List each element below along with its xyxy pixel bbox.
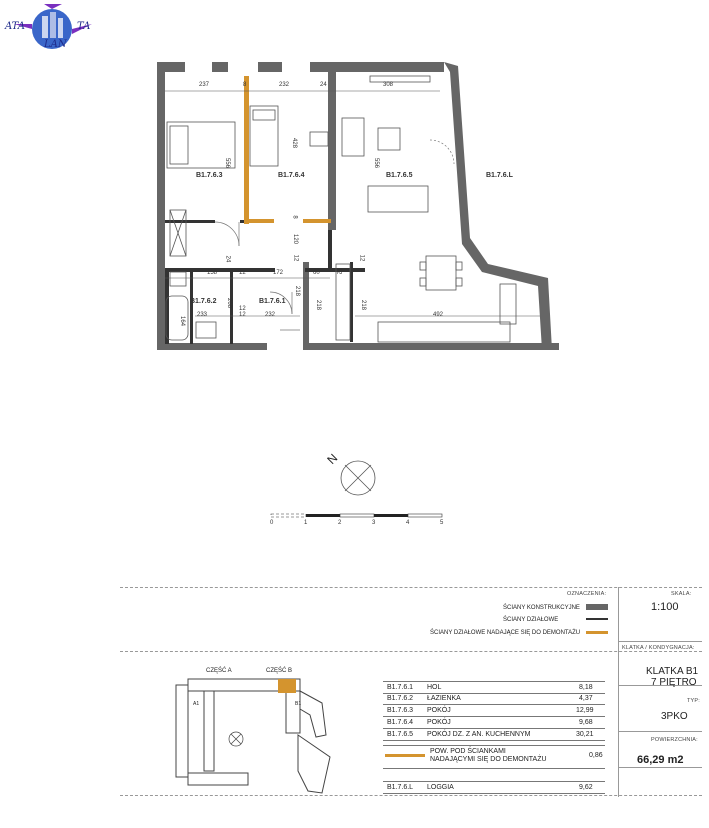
dim-label: 308 [383, 82, 394, 88]
powierzchnia-value: 66,29 m2 [637, 754, 684, 766]
legend-top-rule [120, 587, 702, 588]
dim-label: 172 [273, 270, 284, 276]
row-id: B1.7.6.5 [387, 731, 414, 738]
logo-text-right: TA [77, 21, 91, 32]
room-label: B1.7.6.2 [190, 298, 217, 305]
dim-label: 237 [199, 82, 210, 88]
table-row [383, 729, 605, 741]
dim-label: 120 [292, 233, 299, 245]
legend-swatch-demolition [586, 631, 608, 634]
scale-value: 1:100 [651, 601, 679, 613]
demolition-area: 0,86 [589, 752, 603, 759]
row-area: 4,37 [579, 695, 593, 702]
row-area: 30,21 [576, 731, 594, 738]
row-name: POKÓJ [427, 719, 451, 726]
klatka-line2: 7 PIĘTRO [651, 677, 697, 688]
dim-label: 12 [239, 270, 246, 276]
divider-vertical [618, 587, 619, 797]
dim-label: 12 [358, 254, 365, 262]
dim-label: 60 [313, 270, 320, 276]
dim-label: 164 [179, 315, 186, 327]
dim-label: 24 [224, 255, 231, 263]
demolition-rule [383, 745, 605, 769]
row-area: 8,18 [579, 684, 593, 691]
right-rule-1 [618, 641, 702, 642]
demolition-line1: POW. POD ŚCIANKAMI [430, 748, 506, 755]
scale-tick: 2 [338, 520, 342, 526]
row-id: B1.7.6.3 [387, 707, 414, 714]
scale-tick: 1 [304, 520, 308, 526]
logo-text-left: ATA [5, 21, 26, 32]
partition-walls [165, 220, 365, 344]
legend-item-label: ŚCIANY DZIAŁOWE NADAJĄCE SIĘ DO DEMONTAŻU [430, 630, 581, 636]
row-id: B1.7.6.1 [387, 684, 414, 691]
scale-tick: 3 [372, 520, 376, 526]
structural-walls [157, 62, 559, 350]
dim-label: 8 [291, 215, 298, 219]
row-name: POKÓJ DZ. Z AN. KUCHENNYM [427, 731, 531, 738]
klatka-line1: KLATKA B1 [646, 666, 699, 677]
dim-label: 428 [291, 137, 298, 149]
dim-label: 158 [207, 270, 218, 276]
dim-label: 12 [239, 312, 246, 318]
legend-swatch-structural [586, 604, 608, 610]
dim-label: 218 [315, 299, 322, 311]
demolition-walls [244, 76, 331, 224]
keyplan-part-a: CZĘŚĆ A [206, 668, 232, 674]
legend-swatch-partition [586, 618, 608, 620]
title-block [120, 587, 702, 825]
demolition-line2: NADAJĄCYMI SIĘ DO DEMONTAŻU [430, 756, 547, 763]
keyplan-marker-a1: A1 [193, 701, 200, 707]
dim-label: 232 [279, 82, 290, 88]
table-row [383, 717, 605, 729]
compass-north-label: N [324, 450, 341, 468]
row-name: LOGGIA [427, 784, 454, 791]
scale-tick: 4 [406, 520, 410, 526]
dim-label: 12 [292, 254, 299, 262]
dim-label: 12 [335, 267, 342, 275]
table-row [383, 705, 605, 717]
legend-item-label: ŚCIANY DZIAŁOWE [503, 617, 559, 623]
dim-label: 208 [226, 297, 233, 309]
dim-label: 492 [433, 312, 444, 318]
scale-tick: 0 [270, 520, 274, 526]
right-rule-3 [618, 731, 702, 732]
row-name: ŁAZIENKA [427, 695, 461, 702]
typ-value: 3PKO [661, 711, 688, 722]
dim-label: 232 [265, 312, 276, 318]
row-id: B1.7.6.L [387, 784, 414, 791]
powierzchnia-header: POWIERZCHNIA: [651, 737, 698, 743]
row-area: 9,62 [579, 784, 593, 791]
keyplan-graphic [170, 675, 340, 797]
row-id: B1.7.6.4 [387, 719, 414, 726]
right-rule-4 [618, 767, 702, 768]
compass [341, 461, 375, 495]
typ-header: TYP: [687, 698, 701, 704]
row-area: 9,68 [579, 719, 593, 726]
dim-label: 556 [373, 157, 380, 169]
row-id: B1.7.6.2 [387, 695, 414, 702]
row-area: 12,99 [576, 707, 594, 714]
dim-label: 233 [197, 312, 208, 318]
keyplan-part-b: CZĘŚĆ B [266, 668, 293, 674]
keyplan-marker-b1: B1 [295, 701, 302, 707]
room-label: B1.7.6.3 [196, 172, 223, 179]
dim-label: 8 [243, 82, 247, 88]
room-label: B1.7.6.L [486, 172, 513, 179]
room-label: B1.7.6.4 [278, 172, 305, 179]
dim-label: 12 [239, 306, 246, 312]
divider-horizontal [120, 651, 702, 652]
table-row [383, 693, 605, 705]
room-label: B1.7.6.1 [259, 298, 286, 305]
dim-label: 556 [224, 157, 231, 169]
dim-label: 24 [320, 82, 327, 88]
row-name: POKÓJ [427, 707, 451, 714]
loggia-row [383, 781, 605, 794]
logo-text-bottom: LAN [44, 39, 67, 50]
scale-header: SKALA: [671, 591, 692, 597]
legend-item-label: ŚCIANY KONSTRUKCYJNE [503, 605, 580, 611]
room-label: B1.7.6.5 [386, 172, 413, 179]
scale-bar [271, 514, 442, 517]
dim-label: 218 [360, 299, 367, 311]
row-name: HOL [427, 684, 442, 691]
klatka-header: KLATKA / KONDYGNACJA: [622, 645, 695, 651]
dim-label: 218 [294, 285, 301, 297]
legend-header: OZNACZENIA: [567, 591, 607, 597]
scale-tick: 5 [440, 520, 444, 526]
